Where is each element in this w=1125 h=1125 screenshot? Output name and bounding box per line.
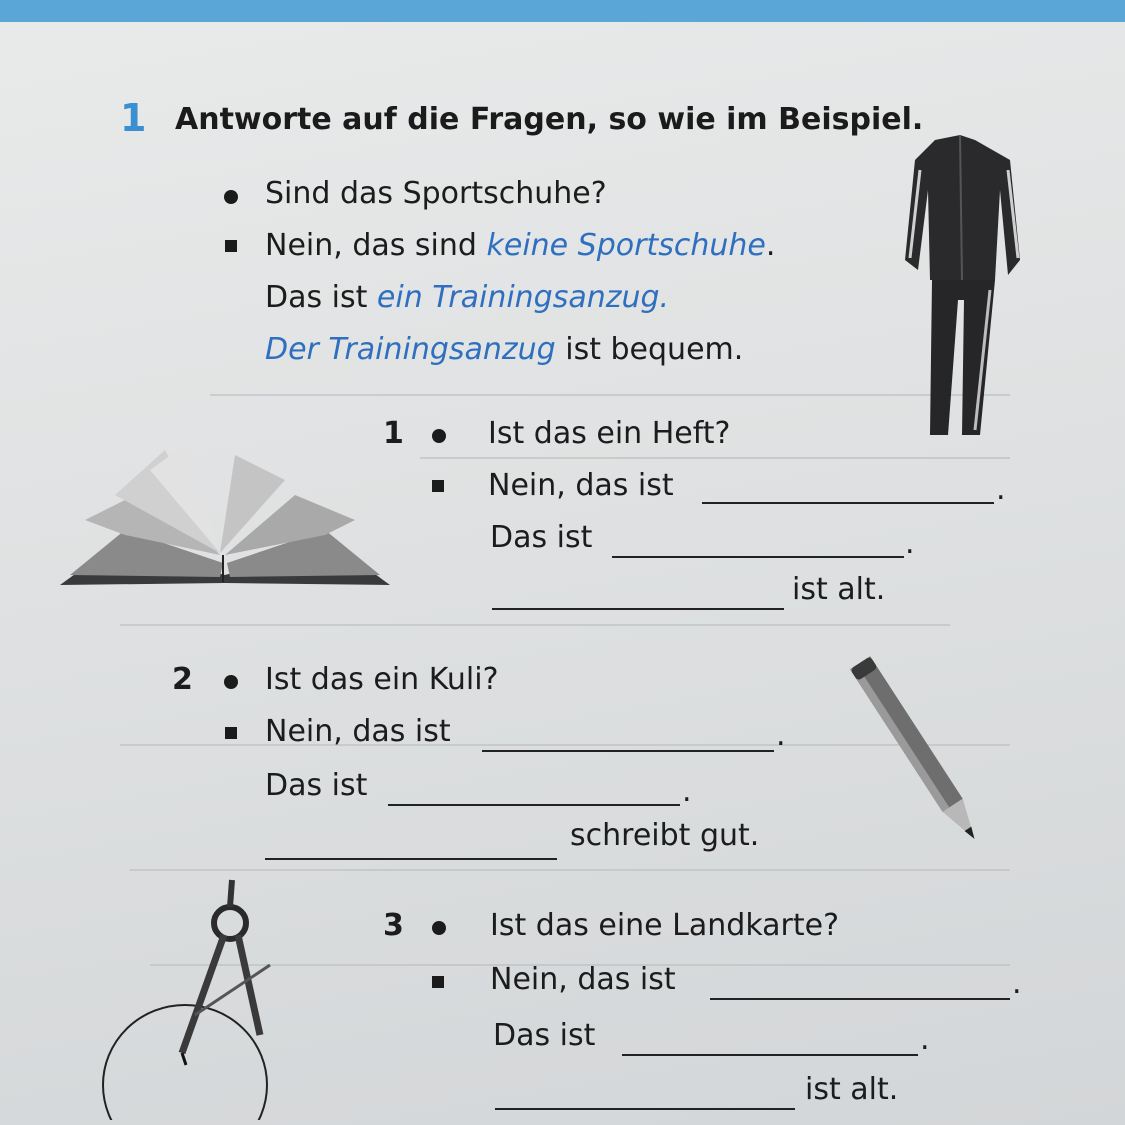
example-line3-suffix: ist bequem. <box>555 332 744 367</box>
item-2-line3-suffix: schreibt gut. <box>570 818 760 853</box>
compass-image <box>100 875 300 1120</box>
open-book-image <box>55 425 395 595</box>
bullet-square-icon <box>432 480 444 492</box>
bullet-square-icon <box>225 727 237 739</box>
item-3-line3-suffix: ist alt. <box>805 1072 899 1107</box>
bullet-dot-icon <box>432 921 446 935</box>
example-answer-suffix: . <box>765 228 776 263</box>
tracksuit-image <box>900 130 1030 450</box>
item-3-line3-blank[interactable] <box>495 1108 795 1110</box>
exercise-number: 1 <box>120 96 147 140</box>
example-answer-prefix: Nein, das sind <box>265 228 487 263</box>
exercise-instruction: Antworte auf die Fragen, so wie im Beispiel. <box>175 102 924 137</box>
item-1-line3-suffix: ist alt. <box>792 572 886 607</box>
item-2-answer-prefix: Nein, das ist <box>265 714 451 749</box>
item-1-line2-period: . <box>905 526 915 561</box>
item-1-line3-blank[interactable] <box>492 608 784 610</box>
item-3-line2-period: . <box>920 1022 930 1057</box>
example-line2-highlight: ein Trainingsanzug. <box>376 280 670 315</box>
bullet-dot-icon <box>224 190 238 204</box>
example-answer-highlight: keine Sportschuhe <box>486 228 766 263</box>
item-2-line2-period: . <box>682 774 692 809</box>
item-2-number: 2 <box>172 662 193 697</box>
example-answer <box>265 228 775 263</box>
item-2-line3-blank[interactable] <box>265 858 557 860</box>
item-2-question: Ist das ein Kuli? <box>265 662 499 697</box>
item-3-question: Ist das eine Landkarte? <box>490 908 840 943</box>
item-1-question: Ist das ein Heft? <box>488 416 731 451</box>
item-3-answer-prefix: Nein, das ist <box>490 962 676 997</box>
item-1-number: 1 <box>383 416 404 451</box>
item-3-line2-prefix: Das ist <box>493 1018 596 1053</box>
example-question: Sind das Sportschuhe? <box>265 176 607 211</box>
bullet-dot-icon <box>224 675 238 689</box>
example-line3 <box>265 332 743 367</box>
example-line3-highlight: Der Trainingsanzug <box>265 332 556 367</box>
item-1-line2-prefix: Das ist <box>490 520 593 555</box>
example-line2 <box>265 280 669 315</box>
item-1-answer-prefix: Nein, das ist <box>488 468 674 503</box>
item-1-line2-blank[interactable] <box>612 556 904 558</box>
item-2-answer-blank[interactable] <box>482 750 774 752</box>
bullet-square-icon <box>432 976 444 988</box>
item-3-answer-blank[interactable] <box>710 998 1010 1000</box>
example-line2-prefix: Das ist <box>265 280 377 315</box>
pencil-image <box>840 645 1000 865</box>
item-3-line2-blank[interactable] <box>622 1054 918 1056</box>
bullet-dot-icon <box>432 429 446 443</box>
item-2-line2-blank[interactable] <box>388 804 680 806</box>
item-1-answer-blank[interactable] <box>702 502 994 504</box>
item-1-answer-period: . <box>996 472 1006 507</box>
item-3-answer-period: . <box>1012 966 1022 1001</box>
item-2-answer-period: . <box>776 718 786 753</box>
item-3-number: 3 <box>383 908 404 943</box>
bullet-square-icon <box>225 240 237 252</box>
item-2-line2-prefix: Das ist <box>265 768 368 803</box>
